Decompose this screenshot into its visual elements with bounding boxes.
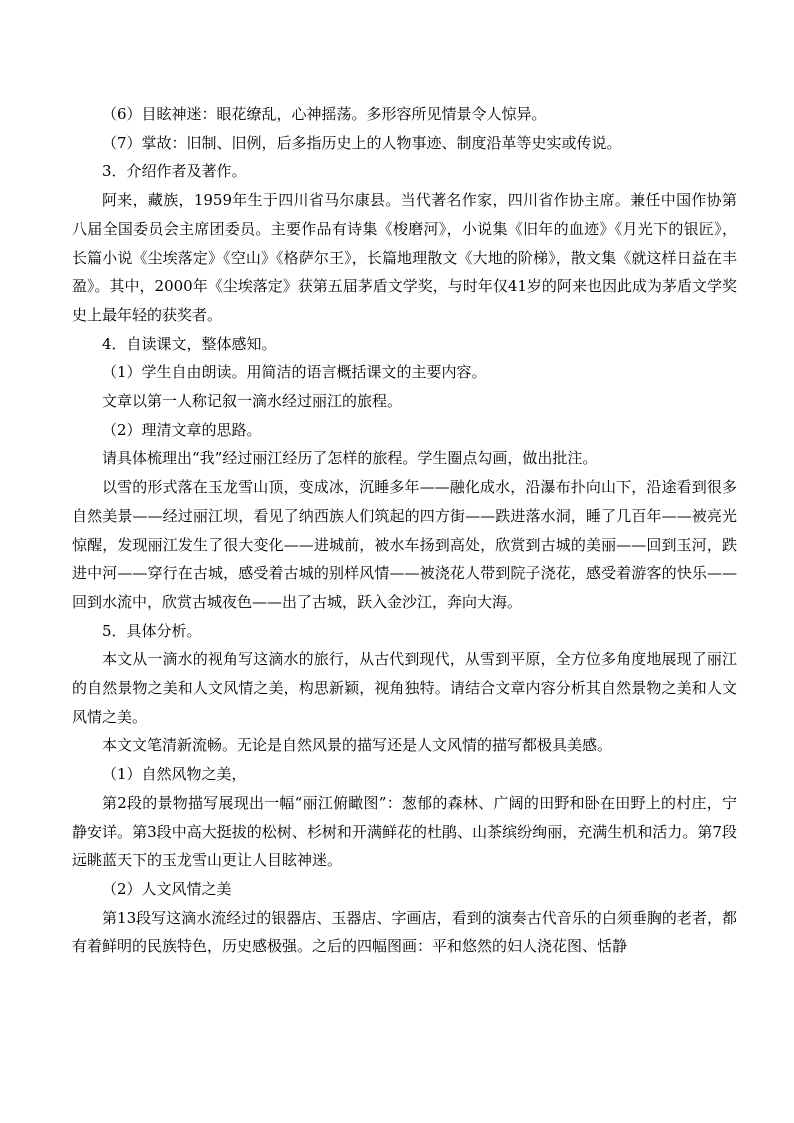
- paragraph-step-2: （2）理清文章的思路。: [102, 420, 262, 439]
- paragraph-instruction: 请具体梳理出“我”经过丽江经历了怎样的旅程。学生圈点勾画，做出批注。: [102, 449, 598, 468]
- paragraph-author-bio: 阿来，藏族，1959年生于四川省马尔康县。当代著名作家，四川省作协主席。兼任中国作协第八届全国委员会主席团委员。主要作品有诗集《梭磨河》，小说集《旧年的血迹》《月光下的银匠》，长篇小说《尘埃落定》《空山》《格萨尔王》，长篇地理散文《大地的阶梯》，散文集《就这样日益在丰盈》。其中，2000年《尘埃落定》获第五届茅盾文学奖，与时年仅41岁的阿来也因此成为茅盾文学奖史上最年轻的获奖者。: [72, 191, 737, 324]
- heading-self-reading: 4．自读课文，整体感知。: [102, 334, 277, 353]
- paragraph-cultural-beauty: 第13段写这滴水流经过的银器店、玉器店、字画店，看到的演奏古代音乐的白须垂胸的老者，都有着鲜明的民族特色，历史感极强。之后的四幅图画：平和悠然的妇人浇花图、恬静: [72, 908, 737, 956]
- document-body: [72, 100, 737, 961]
- paragraph-summary: 文章以第一人称记叙一滴水经过丽江的旅程。: [102, 392, 403, 411]
- paragraph-journey: 以雪的形式落在玉龙雪山顶，变成冰，沉睡多年——融化成水，沿瀑布扑向山下，沿途看到很多自然美景——经过丽江坝，看见了纳西族人们筑起的四方街——跌进落水洞，睡了几百年——被亮光惊醒，发现丽江发生了很大变化——进城前，被水车扬到高处，欣赏到古城的美丽——回到玉河，跌进中河——穿行在古城，感受着古城的别样风情——被浇花人带到院子浇花，感受着游客的快乐——回到水流中，欣赏古城夜色——出了古城，跃入金沙江，奔向大海。: [72, 478, 737, 611]
- paragraph-step-1: （1）学生自由朗读。用简洁的语言概括课文的主要内容。: [102, 363, 487, 382]
- subheading-natural-beauty: （1）自然风物之美，: [102, 765, 247, 784]
- paragraph-analysis-intro: 本文从一滴水的视角写这滴水的旅行，从古代到现代，从雪到平原，全方位多角度地展现了丽江的自然景物之美和人文风情之美，构思新颖，视角独特。请结合文章内容分析其自然景物之美和人文风情之美。: [72, 650, 737, 726]
- heading-author-intro: 3．介绍作者及著作。: [102, 162, 247, 181]
- paragraph-vocab-7: （7）掌故：旧制、旧例，后多指历史上的人物事迹、制度沿革等史实或传说。: [102, 133, 622, 152]
- subheading-cultural-beauty: （2）人文风情之美: [102, 879, 232, 898]
- paragraph-natural-beauty: 第2段的景物描写展现出一幅“丽江俯瞰图”：葱郁的森林、广阔的田野和卧在田野上的村庄，宁静安详。第3段中高大挺拔的松树、杉树和开满鲜花的杜鹃、山茶缤纷绚丽，充满生机和活力。第7段远眺蓝天下的玉龙雪山更让人目眩神迷。: [72, 793, 737, 870]
- paragraph-style: 本文文笔清新流畅。无论是自然风景的描写还是人文风情的描写都极具美感。: [102, 736, 613, 755]
- heading-analysis: 5．具体分析。: [102, 621, 202, 640]
- paragraph-vocab-6: （6）目眩神迷：眼花缭乱，心神摇荡。多形容所见情景令人惊异。: [102, 105, 547, 123]
